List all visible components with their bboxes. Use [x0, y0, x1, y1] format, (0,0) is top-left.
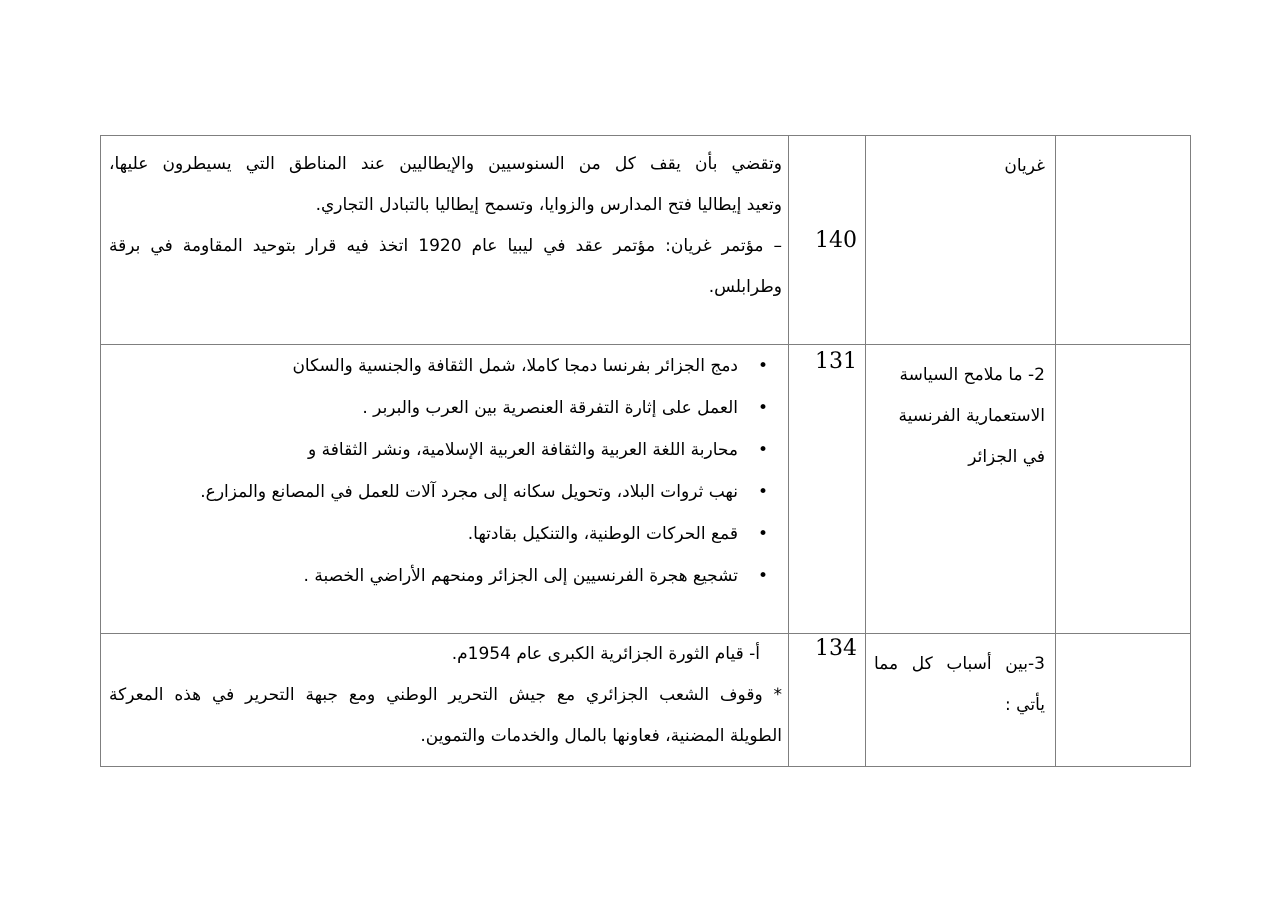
table-row: [101, 634, 1191, 767]
topic-line: في الجزائر: [968, 447, 1045, 467]
list-item: • قمع الحركات الوطنية، والتنكيل بقادتها.: [109, 513, 738, 555]
topic-line: 3-بين أسباب كل مما: [874, 654, 1045, 674]
list-item: • محاربة اللغة العربية والثقافة العربية الإسلامية، ونشر الثقافة و: [109, 429, 738, 471]
topic-cell: [866, 634, 1056, 767]
answers-table: [100, 135, 1191, 767]
page-number-cell: [789, 634, 866, 767]
answer-cell: [101, 345, 789, 634]
page-number-cell: [789, 345, 866, 634]
list-item: • تشجيع هجرة الفرنسيين إلى الجزائر ومنحهم الأراضي الخصبة .: [109, 555, 738, 597]
empty-cell: [1056, 345, 1191, 634]
table-row: [101, 345, 1191, 634]
list-item: • العمل على إثارة التفرقة العنصرية بين العرب والبربر .: [109, 387, 738, 429]
empty-cell: [1056, 136, 1191, 345]
page-number: 131: [815, 349, 857, 374]
bullet-list: [109, 345, 782, 597]
list-item: • دمج الجزائر بفرنسا دمجا كاملا، شمل الثقافة والجنسية والسكان: [109, 345, 738, 387]
topic-line: الاستعمارية الفرنسية: [898, 406, 1045, 426]
answer-cell: [101, 136, 789, 345]
topic-cell: [866, 345, 1056, 634]
answer-line: وطرابلس.: [708, 277, 782, 297]
page-number-cell: [789, 136, 866, 345]
topic-cell: [866, 136, 1056, 345]
answer-line: وتعيد إيطاليا فتح المدارس والزوايا، وتسمح إيطاليا بالتبادل التجاري.: [315, 195, 782, 215]
topic-line: غريان: [1004, 156, 1045, 176]
answer-line: – مؤتمر غريان: مؤتمر عقد في ليبيا عام 1920 اتخذ فيه قرار بتوحيد المقاومة في برقة: [109, 236, 782, 256]
answer-cell: [101, 634, 789, 767]
answer-line: الطويلة المضنية، فعاونها بالمال والخدمات والتموين.: [420, 726, 782, 746]
list-item: • نهب ثروات البلاد، وتحويل سكانه إلى مجرد آلات للعمل في المصانع والمزارع.: [109, 471, 738, 513]
topic-line: 2- ما ملامح السياسة: [899, 365, 1045, 385]
topic-line: يأتي :: [1005, 695, 1045, 715]
page-number: 140: [815, 227, 857, 253]
answer-line: أ- قيام الثورة الجزائرية الكبرى عام 1954م.: [451, 644, 760, 664]
page-number: 134: [815, 636, 857, 661]
empty-cell: [1056, 634, 1191, 767]
answer-line: * وقوف الشعب الجزائري مع جيش التحرير الوطني ومع جبهة التحرير في هذه المعركة: [109, 685, 782, 705]
table-row: [101, 136, 1191, 345]
answer-line: وتقضي بأن يقف كل من السنوسيين والإيطاليين عند المناطق التي يسيطرون عليها،: [109, 154, 782, 174]
